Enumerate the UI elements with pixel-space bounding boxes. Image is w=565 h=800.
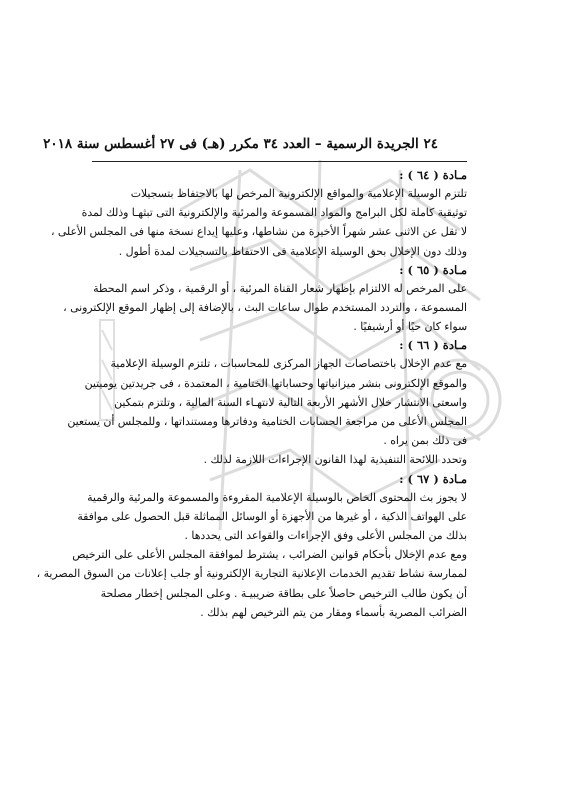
text-line: لا يجوز بث المحتوى الخاص بالوسيلة الإعلامية المقروءة والمسموعة والمرئية والرقمية [87,490,467,504]
article-title: مـادة ( ٦٥ ) : [399,262,467,277]
text-line: توثيقية كاملة لكل البرامج والمواد المسموعة والمرئية والإلكترونية التى تبثهـا وذلك لمدة [81,206,467,220]
article-67 [36,470,467,622]
text-line: بذلك من المجلس الأعلى وفق الإجراءات والقواعد التى يحددها . [184,529,467,543]
text-line: على الهواتف الذكية ، أو غيرها من الأجهزة أو الوسائل المماثلة قبل الحصول على موافقة [77,509,467,523]
text-line: الضرائب المصرية بأسماء ومقار من يتم الترخيص لهم بذلك . [200,605,467,619]
text-line: واسعتى الانتشار خلال الأشهر الأربعة التالية لانتهـاء السنة المالية ، وتلتزم بتمكين [114,395,467,409]
text-line: لممارسة نشاط تقديم الخدمات الإعلانية التجارية الإلكترونية أو جلب إعلانات من السوق المصرية ، [36,567,467,581]
text-line: المجلس الأعلى من مراجعة الحسابات الختامية ودفاترها ومستنداتها ، وللمجلس أن يستعين [67,415,467,429]
text-line: على المرخص له الالتزام بإظهار شعار القناة المرئية ، أو الرقمية ، وذكر اسم المحطة [93,281,467,295]
text-line: لا تقل عن الاثنى عشر شهراً الأخيرة من نشاطها، وعليها إيداع نسخة منها فى المجلس الأعلى ، [50,225,467,239]
text-line: المسموعة ، والتردد المستخدم طوال ساعات البث ، بالإضافة إلى إظهار الموقع الإلكترونى ، [63,301,467,315]
text-line: أن يكون طالب الترخيص حاصلاً على بطاقة ضريبيـة . وعلى المجلس إخطار مصلحة [100,586,467,600]
text-line: ومع عدم الإخلال بأحكام قوانين الضرائب ، يشترط لموافقة المجلس الأعلى على الترخيص [72,548,467,562]
article-paragraph [63,279,467,337]
article-title: مـادة ( ٦٦ ) : [399,338,467,353]
article-66 [67,336,467,469]
article-paragraph [36,488,467,622]
article-65 [63,261,467,337]
text-line: تلتزم الوسيلة الإعلامية والمواقع الإلكترونية المرخص لها بالاحتفاظ بتسجيلات [130,187,467,200]
article-title: مـادة ( ٦٤ ) : [399,168,467,182]
page-header: ٢٤ الجريدة الرسمية – العدد ٣٤ مكرر (هـ) فى ٢٧ أغسطس سنة ٢٠١٨ [43,136,438,152]
article-paragraph [50,184,467,261]
text-line: وتحدد اللائحة التنفيذية لهذا القانون الإجراءات اللازمة لذلك . [203,453,467,467]
text-line: فى ذلك بمن يراه . [383,434,467,448]
header-divider [92,161,467,162]
text-line: والموقع الإلكترونى بنشر ميزانياتها وحساباتها الختامية ، المعتمدة ، فى جريدتين يوميتين [84,376,467,390]
text-line: وذلك دون الإخلال بحق الوسيلة الإعلامية فى الاحتفاظ بالتسجيلات لمدة أطول . [118,244,467,258]
article-64 [50,166,467,261]
text-line: مع عدم الإخلال باختصاصات الجهاز المركزى للمحاسبات ، تلتزم الوسيلة الإعلامية [110,357,467,371]
text-line: سواء كان حيًا أو أرشيفيًا . [353,320,467,334]
article-title: مـادة ( ٦٧ ) : [399,471,467,486]
page-body [36,166,467,622]
article-paragraph [67,354,467,469]
